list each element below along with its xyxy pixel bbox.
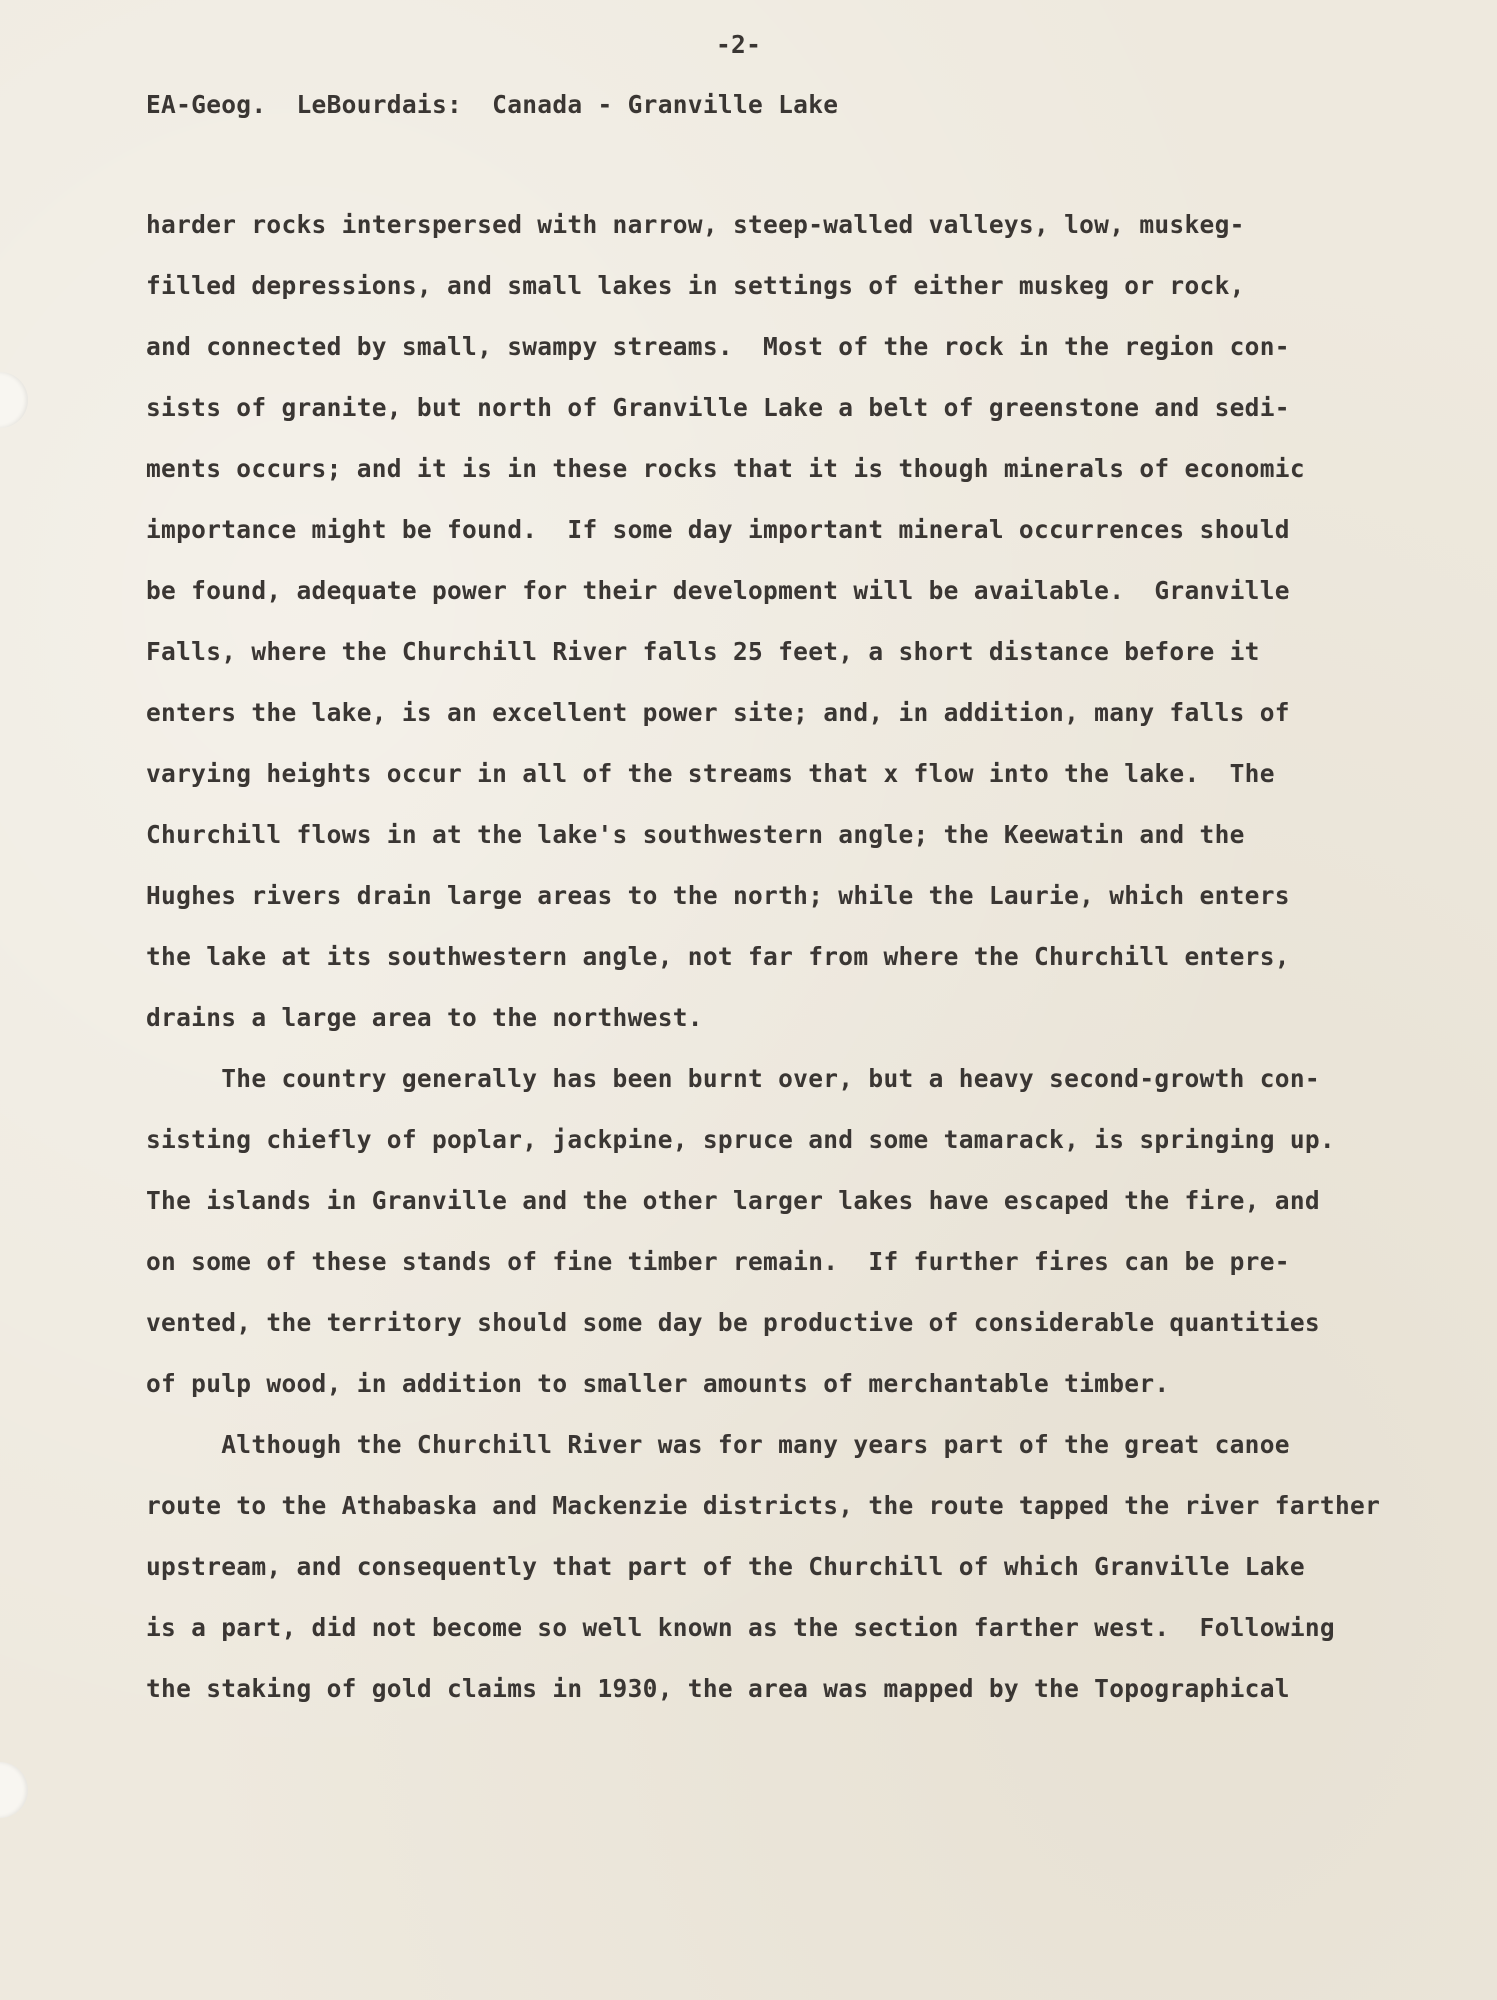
text-line: The country generally has been burnt over, but a heavy second-growth con-	[146, 1064, 1320, 1093]
text-line: the staking of gold claims in 1930, the area was mapped by the Topographical	[146, 1674, 1290, 1703]
text-line: Churchill flows in at the lake's southwestern angle; the Keewatin and the	[146, 820, 1245, 849]
text-line: harder rocks interspersed with narrow, steep-walled valleys, low, muskeg-	[146, 210, 1245, 239]
text-line: varying heights occur in all of the streams that x flow into the lake. The	[146, 759, 1275, 788]
text-line: sists of granite, but north of Granville Lake a belt of greenstone and sedi-	[146, 393, 1290, 422]
text-line: and connected by small, swampy streams. Most of the rock in the region con-	[146, 332, 1290, 361]
page-number: -2-	[716, 30, 762, 59]
text-line: vented, the territory should some day be productive of considerable quantities	[146, 1308, 1320, 1337]
text-line: upstream, and consequently that part of the Churchill of which Granville Lake	[146, 1552, 1305, 1581]
punch-hole	[0, 372, 28, 428]
text-line: sisting chiefly of poplar, jackpine, spruce and some tamarack, is springing up.	[146, 1125, 1335, 1154]
text-line: route to the Athabaska and Mackenzie districts, the route tapped the river farther	[146, 1491, 1381, 1520]
text-line: of pulp wood, in addition to smaller amounts of merchantable timber.	[146, 1369, 1170, 1398]
text-line: ments occurs; and it is in these rocks that it is though minerals of economic	[146, 454, 1305, 483]
text-line: the lake at its southwestern angle, not far from where the Churchill enters,	[146, 942, 1290, 971]
text-line: filled depressions, and small lakes in settings of either muskeg or rock,	[146, 271, 1245, 300]
text-line: be found, adequate power for their development will be available. Granville	[146, 576, 1290, 605]
text-line: on some of these stands of fine timber remain. If further fires can be pre-	[146, 1247, 1290, 1276]
text-line: is a part, did not become so well known as the section farther west. Following	[146, 1613, 1335, 1642]
text-line: drains a large area to the northwest.	[146, 1003, 703, 1032]
text-line: Although the Churchill River was for many years part of the great canoe	[146, 1430, 1290, 1459]
text-line: enters the lake, is an excellent power site; and, in addition, many falls of	[146, 698, 1290, 727]
running-head: EA-Geog. LeBourdais: Canada - Granville Lake	[146, 90, 839, 119]
punch-hole	[0, 1762, 28, 1818]
text-line: importance might be found. If some day important mineral occurrences should	[146, 515, 1290, 544]
text-line: Hughes rivers drain large areas to the north; while the Laurie, which enters	[146, 881, 1290, 910]
text-line: Falls, where the Churchill River falls 25 feet, a short distance before it	[146, 637, 1260, 666]
text-line: The islands in Granville and the other larger lakes have escaped the fire, and	[146, 1186, 1320, 1215]
